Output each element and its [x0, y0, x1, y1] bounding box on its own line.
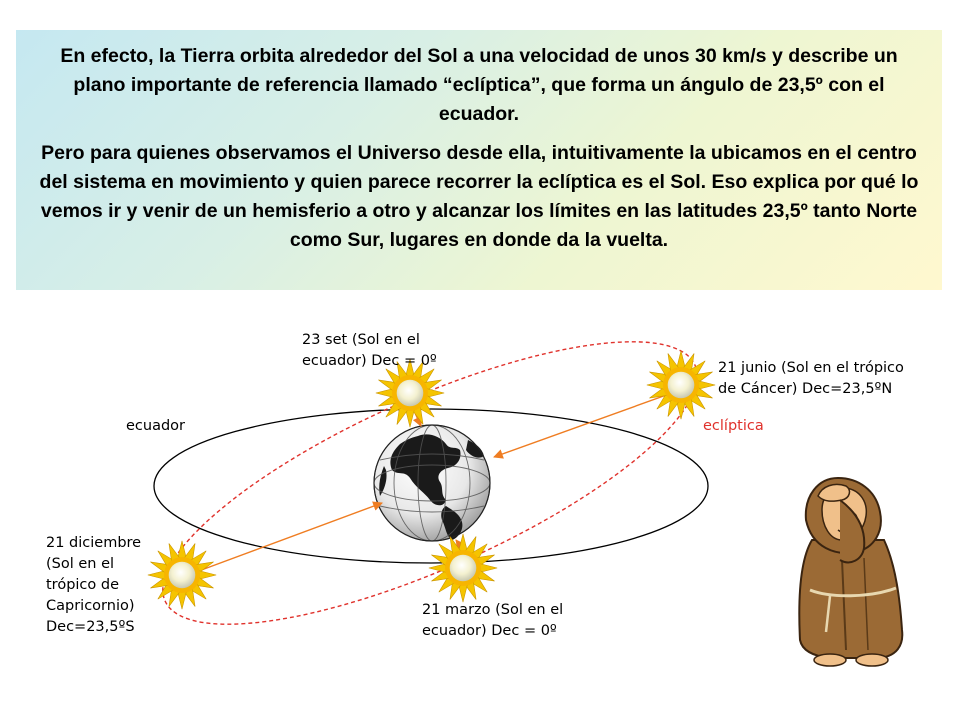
ecliptic-label: eclíptica — [703, 418, 764, 434]
sun-jun-21-icon — [647, 351, 715, 419]
monk-observer-icon — [799, 478, 902, 666]
label-dec-21-line4: Capricornio) — [46, 598, 135, 614]
label-jun-21-line2: de Cáncer) Dec=23,5ºN — [718, 381, 893, 397]
label-dec-21 — [46, 533, 141, 638]
sun-dec-21-icon — [148, 541, 216, 609]
label-mar-21-line1: 21 marzo (Sol en el — [422, 602, 564, 618]
label-dec-21-line3: trópico de — [46, 577, 120, 593]
label-mar-21-line2: ecuador) Dec = 0º — [422, 623, 557, 639]
label-dec-21-line2: (Sol en el — [46, 556, 115, 572]
label-sep-23-line1: 23 set (Sol en el — [302, 332, 420, 348]
label-jun-21 — [718, 358, 904, 400]
paragraph-apparent-sun-motion: Pero para quienes observamos el Universo desde ella, intuitivamente la ubicamos en el centro del sistema en movimiento y quien parece recorrer la eclíptica es el Sol. Eso explica por qué lo vemos ir y venir de un hemisferio a otro y alcanzar los límites en las latitudes 23,5º tanto Norte como Sur, lugares en donde da la vuelta. — [39, 142, 919, 251]
label-sep-23 — [302, 330, 437, 372]
sun-mar-21-icon — [429, 534, 497, 602]
label-jun-21-line1: 21 junio (Sol en el trópico — [718, 360, 904, 376]
paragraph-ecliptic-definition: En efecto, la Tierra orbita alrededor del Sol a una velocidad de unos 30 km/s y describe un plano importante de referencia llamado “eclíptica”, que forma un ángulo de 23,5º con el ecuador. — [60, 45, 898, 125]
arrow-jun-to-earth — [494, 393, 672, 457]
label-dec-21-line1: 21 diciembre — [46, 535, 142, 551]
label-sep-23-line2: ecuador) Dec = 0º — [302, 353, 437, 369]
equator-label: ecuador — [126, 418, 186, 434]
earth-globe-icon — [374, 425, 490, 541]
label-mar-21 — [422, 600, 563, 642]
label-dec-21-line5: Dec=23,5ºS — [46, 619, 135, 635]
